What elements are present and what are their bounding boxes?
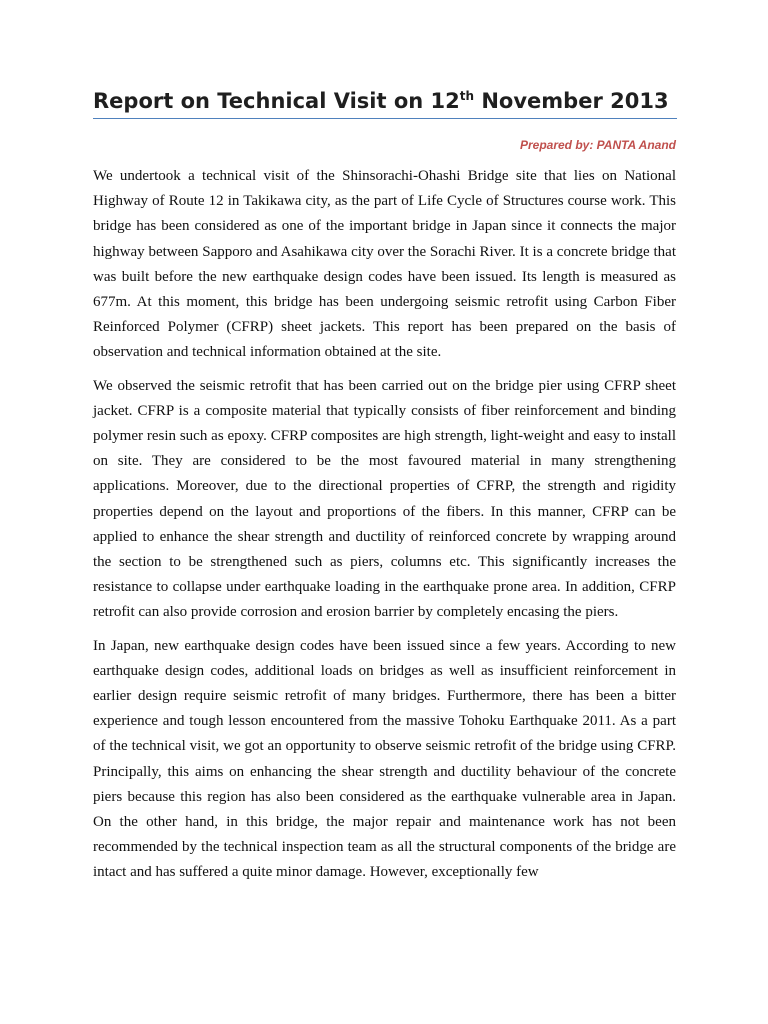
title-superscript: th (459, 89, 475, 103)
title-main: Report on Technical Visit on 12 (93, 89, 460, 113)
title-underline (93, 118, 677, 119)
paragraph-3: In Japan, new earthquake design codes have been issued since a few years. According to new earthquake design codes, additional loads on bridges as well as insufficient reinforcement in earlier design require seismic retrofit of many bridges. Furthermore, there has been a bitter experience and tough lesson encountered from the massive Tohoku Earthquake 2011. As a part of the technical visit, we got an opportunity to observe seismic retrofit of the bridge using CFRP. Principally, this aims on enhancing the shear strength and ductility behaviour of the concrete piers because this region has also been considered as the earthquake vulnerable area in Japan. On the other hand, in this bridge, the major repair and maintenance work has not been recommended by the technical inspection team as all the structural components of the bridge are intact and has suffered a quite minor damage. However, exceptionally few (93, 637, 676, 881)
paragraph-2: We observed the seismic retrofit that has been carried out on the bridge pier using CFRP sheet jacket. CFRP is a composite material that typically consists of fiber reinforcement and binding polymer resin such as epoxy. CFRP composites are high strength, light-weight and easy to install on site. They are considered to be the most favoured material in many strengthening applications. Moreover, due to the directional properties of CFRP, the strength and rigidity properties depend on the layout and proportions of the fibers. In this manner, CFRP can be applied to enhance the shear strength and ductility of reinforced concrete by wrapping around the section to be strengthened such as piers, columns etc. This significantly increases the resistance to collapse under earthquake loading in the earthquake prone area. In addition, CFRP retrofit can also provide corrosion and erosion barrier by completely encasing the piers. (93, 377, 676, 621)
report-title (93, 86, 683, 116)
paragraph-1: We undertook a technical visit of the Shinsorachi-Ohashi Bridge site that lies on National Highway of Route 12 in Takikawa city, as the part of Life Cycle of Structures course work. This bridge has been considered as one of the important bridge in Japan since it connects the major highway between Sapporo and Asahikawa city over the Sorachi River. It is a concrete bridge that was built before the new earthquake design codes have been issued. Its length is measured as 677m. At this moment, this bridge has been undergoing seismic retrofit using Carbon Fiber Reinforced Polymer (CFRP) sheet jackets. This report has been prepared on the basis of observation and technical information obtained at the site. (93, 168, 676, 361)
prepared-by-line: Prepared by: PANTA Anand (519, 138, 676, 152)
title-end: November 2013 (474, 89, 669, 113)
report-body (93, 164, 676, 894)
